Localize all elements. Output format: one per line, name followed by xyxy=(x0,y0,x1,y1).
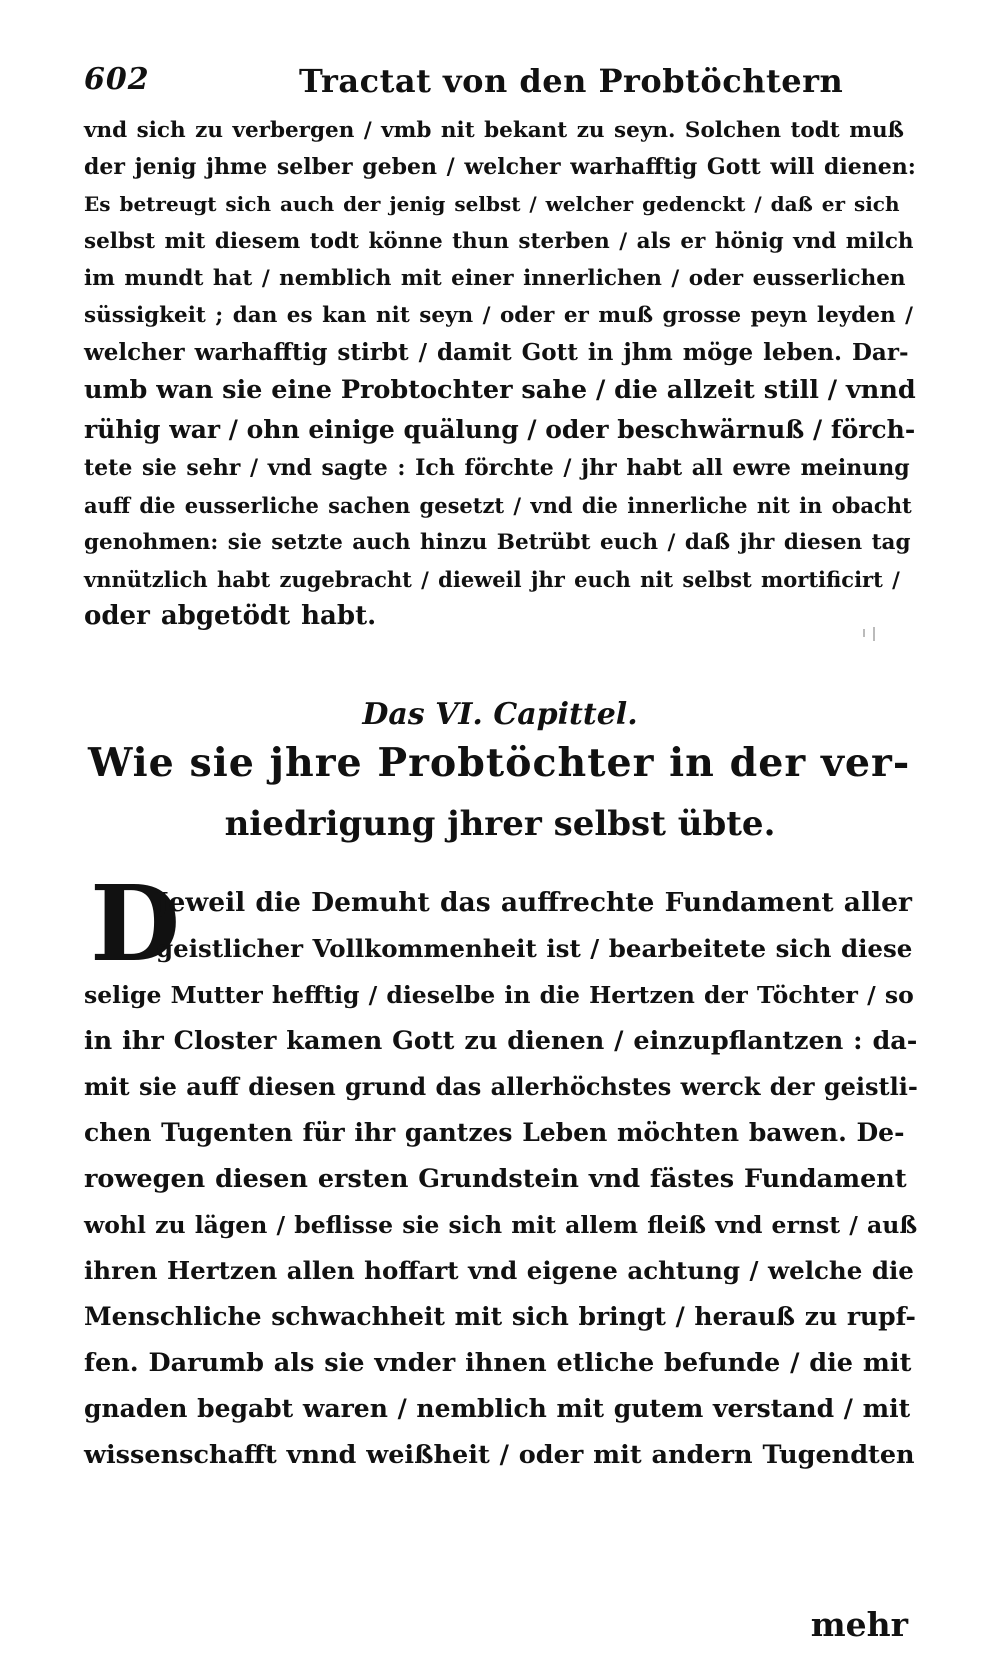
text-line: genohmen: sie setzte auch hinzu Betrübt euch / daß jhr diesen tag xyxy=(84,530,911,555)
text-line: auff die eusserliche sachen gesetzt / vnd die innerliche nit in obacht xyxy=(84,493,912,518)
text-line: in ihr Closter kamen Gott zu dienen / einzupflantzen : da- xyxy=(84,1026,918,1056)
text-line: Menschliche schwachheit mit sich bringt / herauß zu rupf- xyxy=(84,1302,916,1331)
text-line: wohl zu lägen / beflisse sie sich mit allem fleiß vnd ernst / auß xyxy=(84,1211,918,1239)
text-line: oder abgetödt habt. xyxy=(84,601,377,631)
text-line: der jenig jhme selber geben / welcher warhafftig Gott will dienen: xyxy=(84,154,916,180)
text-line: chen Tugenten für ihr gantzes Leben möchten bawen. De- xyxy=(84,1118,905,1147)
text-line: selige Mutter hefftig / dieselbe in die Hertzen der Töchter / so xyxy=(84,981,914,1009)
top-paragraph-part-1 xyxy=(84,112,918,371)
text-line: selbst mit diesem todt könne thun sterben / als er hönig vnd milch xyxy=(84,229,914,254)
page-header xyxy=(84,62,914,102)
top-paragraph-part-3 xyxy=(84,450,918,635)
chapter-title-line-1: Wie sie jhre Probtöchter in der ver- xyxy=(88,740,911,786)
main-paragraph xyxy=(84,880,918,1478)
text-line: Es betreugt sich auch der jenig selbst / welcher gedenckt / daß er sich xyxy=(84,192,900,216)
text-line: tete sie sehr / vnd sagte : Ich förchte / jhr habt all ewre meinung xyxy=(84,455,910,481)
text-line: fen. Darumb als sie vnder ihnen etliche befunde / die mit xyxy=(84,1348,912,1378)
ink-speck-mark xyxy=(860,625,880,645)
text-line: ihren Hertzen allen hoffart vnd eigene achtung / welche die xyxy=(84,1256,914,1285)
text-line: vnnützlich habt zugebracht / dieweil jhr euch nit selbst mortificirt / xyxy=(84,567,900,592)
catchword: mehr xyxy=(810,1605,908,1644)
text-line: wissenschafft vnnd weißheit / oder mit andern Tugendten xyxy=(84,1440,915,1470)
text-line: rühig war / ohn einige quälung / oder beschwärnuß / förch- xyxy=(84,415,916,444)
top-paragraph-part-2 xyxy=(84,370,918,450)
text-line: welcher warhafftig stirbt / damit Gott in jhm möge leben. Dar- xyxy=(84,339,909,366)
text-line: Jeweil die Demuht das auffrechte Fundament aller xyxy=(156,887,912,918)
text-line: geistlicher Vollkommenheit ist / bearbeitete sich diese xyxy=(156,934,913,963)
drop-cap-initial: D xyxy=(90,862,181,985)
text-line: gnaden begabt waren / nemblich mit gutem verstand / mit xyxy=(84,1394,911,1423)
running-title: Tractat von den Probtöchtern xyxy=(299,62,844,100)
chapter-title-line-2: niedrigung jhrer selbst übte. xyxy=(224,804,776,844)
text-line: süssigkeit ; dan es kan nit seyn / oder er muß grosse peyn leyden / xyxy=(84,303,913,328)
text-line: vnd sich zu verbergen / vmb nit bekant zu seyn. Solchen todt muß xyxy=(84,118,904,143)
chapter-label: Das VI. Capittel. xyxy=(362,697,638,732)
text-line: umb wan sie eine Probtochter sahe / die allzeit still / vnnd xyxy=(84,375,916,405)
page-number: 602 xyxy=(84,62,150,97)
text-line: rowegen diesen ersten Grundstein vnd fästes Fundament xyxy=(84,1164,907,1194)
text-line: mit sie auff diesen grund das allerhöchstes werck der geistli- xyxy=(84,1072,918,1101)
text-line: im mundt hat / nemblich mit einer innerlichen / oder eusserlichen xyxy=(84,266,906,291)
